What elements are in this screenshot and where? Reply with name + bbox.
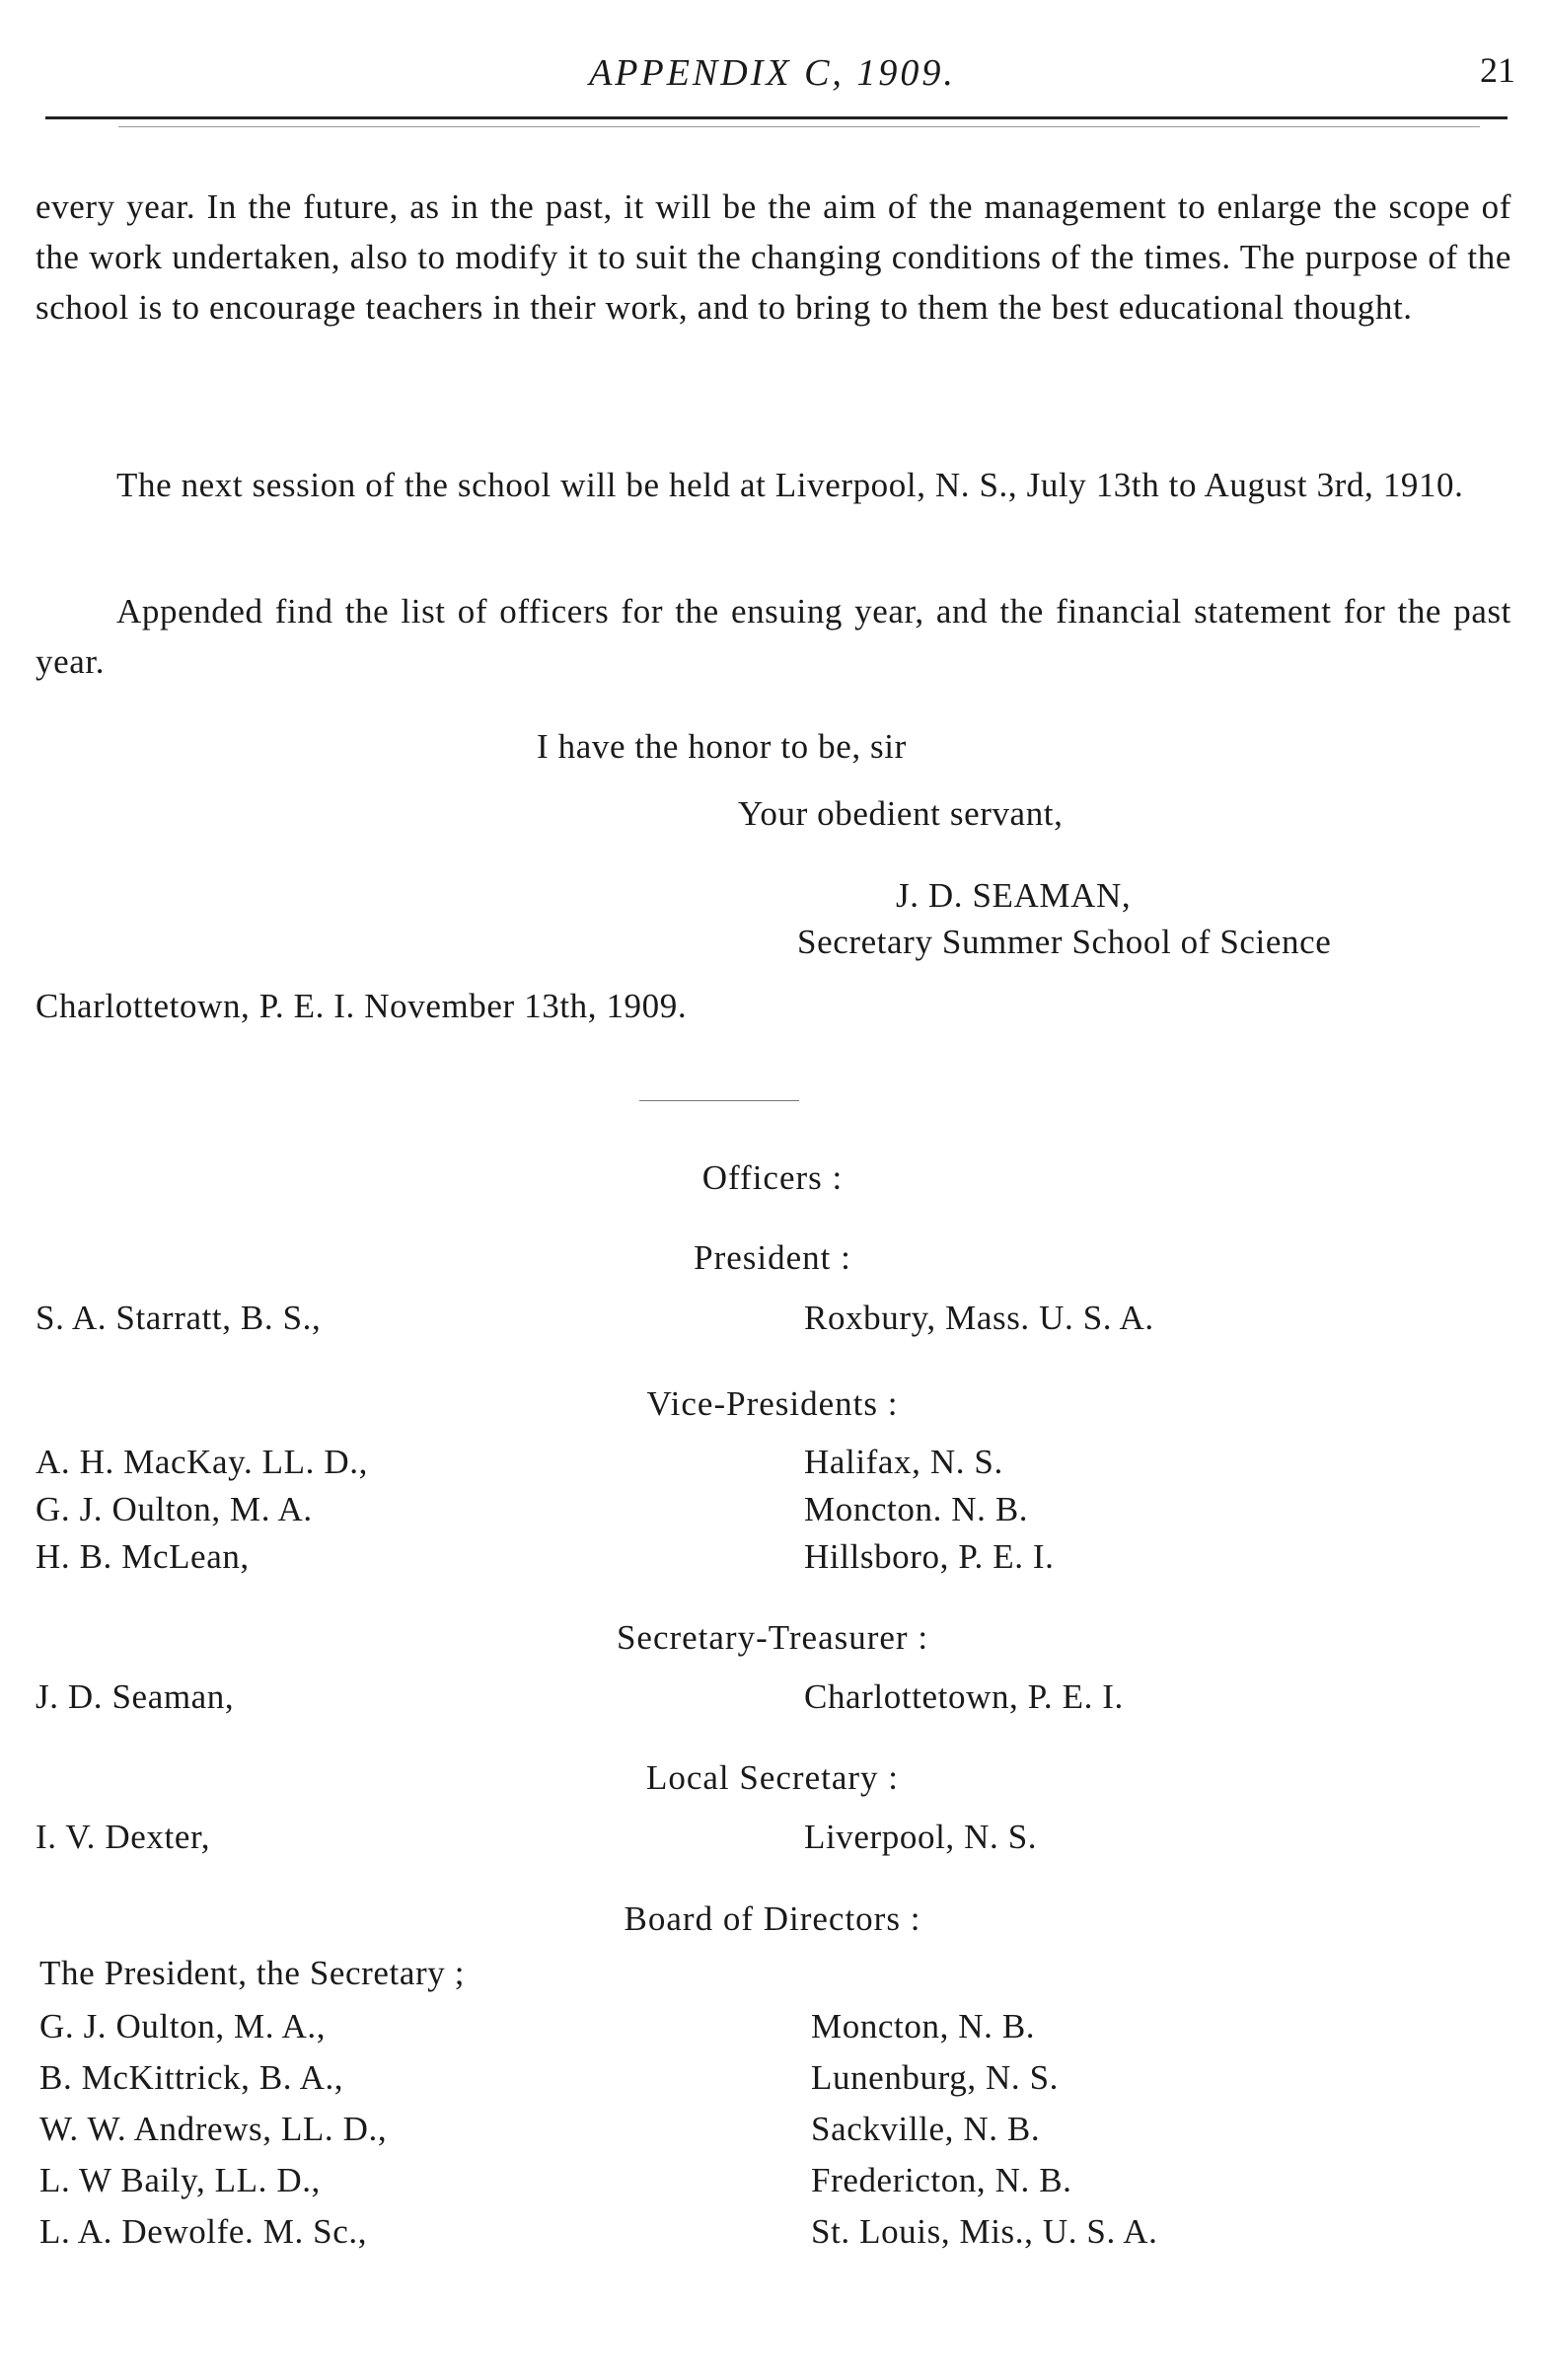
- officer-place: Roxbury, Mass. U. S. A.: [804, 1299, 1154, 1337]
- director-name: L. W Baily, LL. D.,: [39, 2161, 321, 2199]
- board-row: [0, 2110, 1545, 2161]
- secretary-treasurer-heading: Secretary-Treasurer :: [616, 1618, 929, 1657]
- officer-place: Liverpool, N. S.: [804, 1818, 1038, 1856]
- director-place: St. Louis, Mis., U. S. A.: [811, 2212, 1158, 2251]
- officer-place: Charlottetown, P. E. I.: [804, 1677, 1124, 1716]
- director-name: W. W. Andrews, LL. D.,: [39, 2110, 388, 2148]
- body-paragraph-3: Appended find the list of officers for the ensuing year, and the financial statement for the past year.: [36, 592, 1511, 681]
- officer-name: G. J. Oulton, M. A.: [36, 1490, 313, 1528]
- officer-name: I. V. Dexter,: [36, 1818, 211, 1856]
- page-number: 21: [1480, 50, 1515, 90]
- director-place: Moncton, N. B.: [811, 2007, 1036, 2045]
- section-separator: [639, 1100, 799, 1101]
- officer-name: A. H. MacKay. LL. D.,: [36, 1443, 368, 1481]
- officer-place: Halifax, N. S.: [804, 1443, 1003, 1481]
- president-row: [0, 1299, 1545, 1346]
- officer-name: S. A. Starratt, B. S.,: [36, 1299, 322, 1337]
- body-paragraph-1: every year. In the future, as in the past, it will be the aim of the management to enlarge the scope of the work undertaken, also to modify it to suit the changing conditions of the times. The purpose of the school is to encourage teachers in their work, and to bring to them the best educational thought.: [36, 187, 1511, 327]
- closing-salutation: I have the honor to be, sir: [537, 727, 907, 766]
- board-row: [0, 2007, 1545, 2058]
- header-rule: [45, 116, 1508, 119]
- signer-name: J. D. SEAMAN,: [896, 876, 1132, 915]
- officer-place: Moncton. N. B.: [804, 1490, 1029, 1528]
- board-row: [0, 2212, 1545, 2264]
- officer-name: H. B. McLean,: [36, 1537, 250, 1576]
- director-place: Fredericton, N. B.: [811, 2161, 1072, 2199]
- place-and-date: Charlottetown, P. E. I. November 13th, 1909.: [36, 987, 688, 1025]
- director-name: G. J. Oulton, M. A.,: [39, 2007, 327, 2045]
- director-place: Sackville, N. B.: [811, 2110, 1041, 2148]
- vice-president-row: [0, 1443, 1545, 1490]
- board-intro: The President, the Secretary ;: [39, 1954, 466, 1992]
- local-secretary-row: [0, 1818, 1545, 1865]
- board-row: [0, 2058, 1545, 2110]
- vice-presidents-heading: Vice-Presidents :: [646, 1384, 899, 1423]
- director-place: Lunenburg, N. S.: [811, 2058, 1060, 2097]
- vice-president-row: [0, 1490, 1545, 1537]
- closing-valediction: Your obedient servant,: [738, 794, 1064, 833]
- board-row: [0, 2161, 1545, 2212]
- officer-name: J. D. Seaman,: [36, 1677, 235, 1716]
- body-paragraph-2: The next session of the school will be held at Liverpool, N. S., July 13th to August 3rd, 1910.: [116, 466, 1464, 504]
- vice-president-row: [0, 1537, 1545, 1585]
- director-name: L. A. Dewolfe. M. Sc.,: [39, 2212, 368, 2251]
- signer-title: Secretary Summer School of Science: [797, 923, 1332, 961]
- header-rule-thin: [118, 126, 1480, 127]
- board-heading: Board of Directors :: [624, 1899, 921, 1938]
- officer-place: Hillsboro, P. E. I.: [804, 1537, 1055, 1576]
- director-name: B. McKittrick, B. A.,: [39, 2058, 344, 2097]
- secretary-treasurer-row: [0, 1677, 1545, 1725]
- running-header: APPENDIX C, 1909.: [589, 52, 956, 94]
- local-secretary-heading: Local Secretary :: [645, 1758, 900, 1797]
- officers-heading: Officers :: [701, 1158, 844, 1197]
- president-heading: President :: [694, 1238, 851, 1277]
